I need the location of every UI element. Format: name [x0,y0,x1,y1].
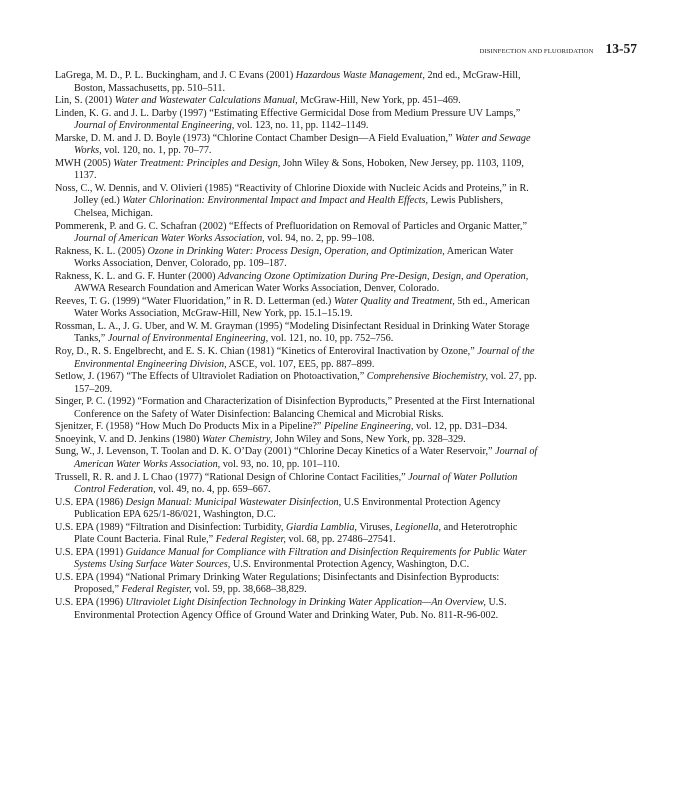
reference-text: AWWA Research Foundation and American Water Works Association, Denver, Colorado. [74,283,440,295]
section-title: DISINFECTION AND FLUORIDATION [479,48,594,55]
reference-entry [55,271,540,296]
reference-title: Comprehensive Biochemistry, [366,371,489,383]
reference-title: Ozone in Drinking Water: Process Design, Operation, and Optimization, [147,245,445,257]
reference-entry [55,70,540,95]
reference-text: John Wiley and Sons, New York, pp. 328–329. [272,433,466,445]
running-head [480,41,637,57]
reference-text: Setlow, J. (1967) “The Effects of Ultraviolet Radiation on Photoactivation,” [55,371,367,383]
reference-text: LaGrega, M. D., P. L. Buckingham, and J. C Evans (2001) [55,70,296,81]
reference-text: Rakness, K. L. (2005) [55,245,148,257]
reference-text: ASCE, vol. 107, EE5, pp. 887–899. [226,358,375,370]
reference-text: Linden, K. G. and J. L. Darby (1997) “Estimating Effective Germicidal Dose from Medium Pressure UV Lamps,” [55,107,521,119]
reference-text: vol. 59, pp. 38,668–38,829. [191,584,307,596]
reference-title: Legionella, [394,521,442,533]
reference-text: vol. 49, no. 4, pp. 659–667. [155,484,271,496]
reference-entry [55,446,540,471]
reference-text: American Water Works Association, Denver, Colorado, pp. 109–187. [74,245,514,270]
reference-text: vol. 120, no. 1, pp. 70–77. [101,145,212,157]
reference-title: Guidance Manual for Compliance with Filtration and Disinfection Requirements for Public Water Systems Using Surface Water Sources, [74,546,527,571]
reference-entry [55,296,540,321]
reference-title: Water and Wastewater Calculations Manual, [114,95,298,107]
reference-text: Singer, P. C. (1992) “Formation and Characterization of Disinfection Byproducts,” Presented at the First International Conference on the Safety of Water Disinfection: Balancing Chemical and Microbial Risks. [55,396,535,420]
reference-title: Hazardous Waste Management, [295,70,425,81]
reference-text: McGraw-Hill, New York, pp. 451–469. [297,95,461,107]
reference-text: vol. 68, pp. 27486–27541. [285,534,396,546]
reference-text: Roy, D., R. S. Engelbrecht, and E. S. K. Chian (1981) “Kinetics of Enteroviral Inactivation by Ozone,” [55,346,478,358]
reference-text: and Heterotrophic Plate Count Bacteria. Final Rule,” [74,521,518,546]
reference-title: Federal Register, [215,534,286,546]
reference-text: U.S. EPA (1986) [55,496,126,508]
reference-title: Water Chlorination: Environmental Impact and Impact and Health Effects, [122,195,429,207]
reference-entry [55,396,540,421]
reference-title: Advancing Ozone Optimization During Pre-Design, Design, and Operation, [218,270,529,282]
reference-text: vol. 94, no. 2, pp. 99–108. [264,233,375,245]
reference-title: Giardia Lamblia, [286,521,357,533]
reference-list [55,70,540,622]
reference-text: U.S. Environmental Protection Agency, Washington, D.C. [230,559,470,571]
reference-text: Noss, C., W. Dennis, and V. Olivieri (1985) “Reactivity of Chlorine Dioxide with Nucleic Acids and Proteins,” in R. Jolley (ed.) [55,182,529,207]
reference-title: Water Treatment: Principles and Design, [113,157,281,169]
reference-text: Snoeyink, V. and D. Jenkins (1980) [55,433,203,445]
reference-text: 2nd ed., McGraw-Hill, Boston, Massachusetts, pp. 510–511. [74,70,521,94]
reference-text: U.S. EPA (1996) [55,596,126,608]
reference-entry [55,246,540,271]
reference-text: Sjenitzer, F. (1958) “How Much Do Products Mix in a Pipeline?” [55,421,324,433]
reference-title: Pipeline Engineering, [323,421,414,433]
reference-text: Trussell, R. R. and J. L Chao (1977) “Rational Design of Chlorine Contact Facilities,” [55,471,409,483]
reference-title: Water Chemistry, [202,433,273,445]
reference-entry [55,472,540,497]
reference-title: Journal of Water Pollution Control Federation, [74,471,518,496]
reference-entry [55,183,540,221]
reference-entry [55,547,540,572]
reference-title: Journal of American Water Works Association, [74,233,265,245]
reference-title: Ultraviolet Light Disinfection Technology in Drinking Water Application—An Overview, [125,596,486,608]
reference-title: Water and Sewage Works, [74,132,531,157]
reference-entry [55,221,540,246]
reference-text: John Wiley & Sons, Hoboken, New Jersey, pp. 1103, 1109, 1137. [74,157,524,182]
reference-entry [55,597,540,622]
reference-text: vol. 123, no. 11, pp. 1142–1149. [234,120,369,132]
reference-entry [55,95,540,108]
reference-title: Journal of American Water Works Association, [74,446,538,470]
reference-text: U.S. EPA (1991) [55,546,126,558]
reference-text: Lewis Publishers, Chelsea, Michigan. [74,195,504,220]
reference-text: MWH (2005) [55,157,114,169]
reference-title: Journal of the Environmental Engineering Division, [74,346,535,370]
reference-entry [55,108,540,133]
reference-entry [55,421,540,434]
reference-text: vol. 121, no. 10, pp. 752–756. [268,333,394,345]
reference-text: U.S Environmental Protection Agency Publication EPA 625/1-86/021, Washington, D.C. [74,496,501,521]
reference-text: U.S. EPA (1989) “Filtration and Disinfection: Turbidity, [55,521,287,533]
reference-title: Journal of Environmental Engineering, [107,333,269,345]
reference-entry [55,371,540,396]
reference-text: Lin, S. (2001) [55,95,115,107]
reference-entry [55,133,540,158]
reference-title: Design Manual: Municipal Wastewater Disinfection, [125,496,342,508]
reference-text: U.S. Environmental Protection Agency Office of Ground Water and Drinking Water, Pub. No. 811-R-96-002. [74,596,507,621]
reference-entry [55,434,540,447]
page-number: 13-57 [605,41,637,56]
reference-entry [55,346,540,371]
reference-text: U.S. EPA (1994) “National Primary Drinking Water Regulations; Disinfectants and Disinfection Byproducts: Proposed,” [55,571,500,596]
reference-text: Rakness, K. L. and G. F. Hunter (2000) [55,270,219,282]
reference-text: Sung, W., J. Levenson, T. Toolan and D. K. O’Day (2001) “Chlorine Decay Kinetics of a Water Reservoir,” [55,446,496,458]
reference-title: Journal of Environmental Engineering, [74,120,235,132]
reference-text: 5th ed., American Water Works Association, McGraw-Hill, New York, pp. 15.1–15.19. [74,295,530,320]
reference-entry [55,497,540,522]
reference-entry [55,572,540,597]
reference-text: Reeves, T. G. (1999) “Water Fluoridation,” in R. D. Letterman (ed.) [55,295,334,307]
reference-entry [55,321,540,346]
reference-text: vol. 27, pp. 157–209. [74,371,537,395]
reference-text: Pommerenk, P. and G. C. Schafran (2002) “Effects of Prefluoridation on Removal of Particles and Organic Matter,” [55,220,527,232]
reference-entry [55,522,540,547]
reference-text: vol. 93, no. 10, pp. 101–110. [220,458,340,470]
reference-text: Rossman, L. A., J. G. Uber, and W. M. Grayman (1995) “Modeling Disinfectant Residual in Drinking Water Storage Tanks,” [55,320,530,345]
reference-text: Marske, D. M. and J. D. Boyle (1973) “Chlorine Contact Chamber Design—A Field Evaluation,” [55,132,456,144]
reference-title: Water Quality and Treatment, [333,295,455,307]
reference-entry [55,158,540,183]
reference-text: vol. 12, pp. D31–D34. [413,421,508,433]
reference-title: Federal Register, [121,584,192,596]
reference-text: Viruses, [356,521,395,533]
